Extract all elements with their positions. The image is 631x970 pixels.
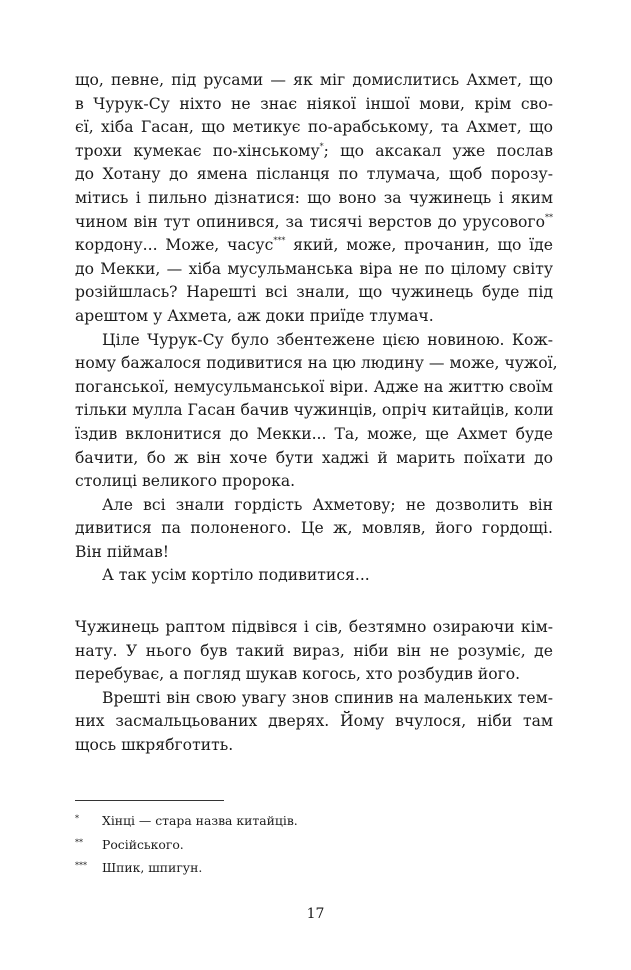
text-line: перебуває, а погляд шукав когось, хто розбудив його. bbox=[75, 665, 521, 684]
footnote-mark: * bbox=[75, 814, 79, 823]
text-line: щось шкрябготить. bbox=[75, 736, 234, 755]
text-line: бачити, бо ж він хоче бути хаджі й марить поїхати до bbox=[75, 448, 553, 467]
paragraph bbox=[75, 616, 553, 687]
section-break bbox=[75, 588, 553, 616]
footnote-divider bbox=[75, 800, 224, 801]
text-line: мітись і пильно дізнатися: що воно за чужинець і яким bbox=[75, 188, 553, 207]
main-text bbox=[75, 69, 558, 758]
footnote-ref[interactable]: * bbox=[319, 141, 324, 151]
footnote bbox=[75, 834, 553, 858]
footnote-mark: *** bbox=[75, 861, 87, 870]
text-line: розійшлась? Нарешті всі знали, що чужинець буде під bbox=[75, 283, 553, 302]
text-line: в Чурук-Су ніхто не знає ніякої іншої мови, крім сво- bbox=[75, 94, 553, 113]
text-line: їздив вклонитися до Мекки... Та, може, ще Ахмет буде bbox=[75, 424, 553, 443]
footnote-ref[interactable]: *** bbox=[273, 236, 286, 246]
text-line: Але всі знали гордість Ахметову; не дозволить він bbox=[102, 495, 553, 514]
text-line: тільки мулла Гасан бачив чужинців, опріч китайців, коли bbox=[75, 401, 554, 420]
text-line: них засмальцьованих дверях. Йому вчулося, ніби там bbox=[75, 712, 553, 731]
text-line: дивитися па полоненого. Це ж, мовляв, його гордощі. bbox=[75, 519, 553, 538]
text-line: Він піймав! bbox=[75, 542, 170, 561]
text-line: поганської, немусульманської віри. Адже на життю своїм bbox=[75, 377, 553, 396]
text-line: А так усім кортіло подивитися... bbox=[102, 566, 370, 585]
text-line: ному бажалося подивитися на цю людину — може, чужої, bbox=[75, 354, 558, 373]
text-line: арештом у Ахмета, аж доки приїде тлумач. bbox=[75, 306, 434, 325]
paragraph bbox=[75, 329, 558, 494]
paragraph bbox=[75, 687, 553, 758]
footnote-ref[interactable]: ** bbox=[545, 212, 553, 222]
text-line: чином він тут опинився, за тисячі верстов до урусового** bbox=[75, 212, 553, 231]
footnote-text: Шпик, шпигун. bbox=[102, 860, 203, 875]
footnote-text: Хінці — стара назва китайців. bbox=[102, 813, 298, 828]
text-line: нату. У нього був такий вираз, ніби він не розуміє, де bbox=[75, 641, 553, 660]
footnote-mark: ** bbox=[75, 837, 83, 847]
text-line: столиці великого пророка. bbox=[75, 472, 296, 491]
paragraph bbox=[75, 69, 553, 329]
footnote bbox=[75, 857, 553, 881]
paragraph bbox=[75, 494, 553, 565]
text-line: Ціле Чурук-Су було збентежене цією новиною. Кож- bbox=[102, 330, 553, 349]
text-line: що, певне, під русами — як міг домислитись Ахмет, що bbox=[75, 71, 553, 89]
text-line: єї, хіба Гасан, що метикує по-арабському, та Ахмет, що bbox=[75, 118, 553, 137]
footnote bbox=[75, 810, 553, 834]
paragraph bbox=[75, 564, 553, 588]
text-line: до Хотану до ямена післанця по тлумача, щоб порозу- bbox=[75, 165, 553, 184]
text-line: Врешті він свою увагу знов спинив на маленьких тем- bbox=[102, 688, 553, 707]
page-number: 17 bbox=[306, 906, 325, 922]
text-line: трохи кумекає по-хінському*; що аксакал уже послав bbox=[75, 141, 554, 160]
text-line: до Мекки, — хіба мусульманська віра не по цілому світу bbox=[75, 259, 553, 278]
footnote-text: Російського. bbox=[102, 836, 184, 852]
text-line: Чужинець раптом підвівся і сів, безтямно озираючи кім- bbox=[75, 618, 553, 637]
text-line: кордону... Може, часус*** який, може, прочанин, що їде bbox=[75, 236, 554, 255]
footnotes bbox=[75, 810, 553, 881]
